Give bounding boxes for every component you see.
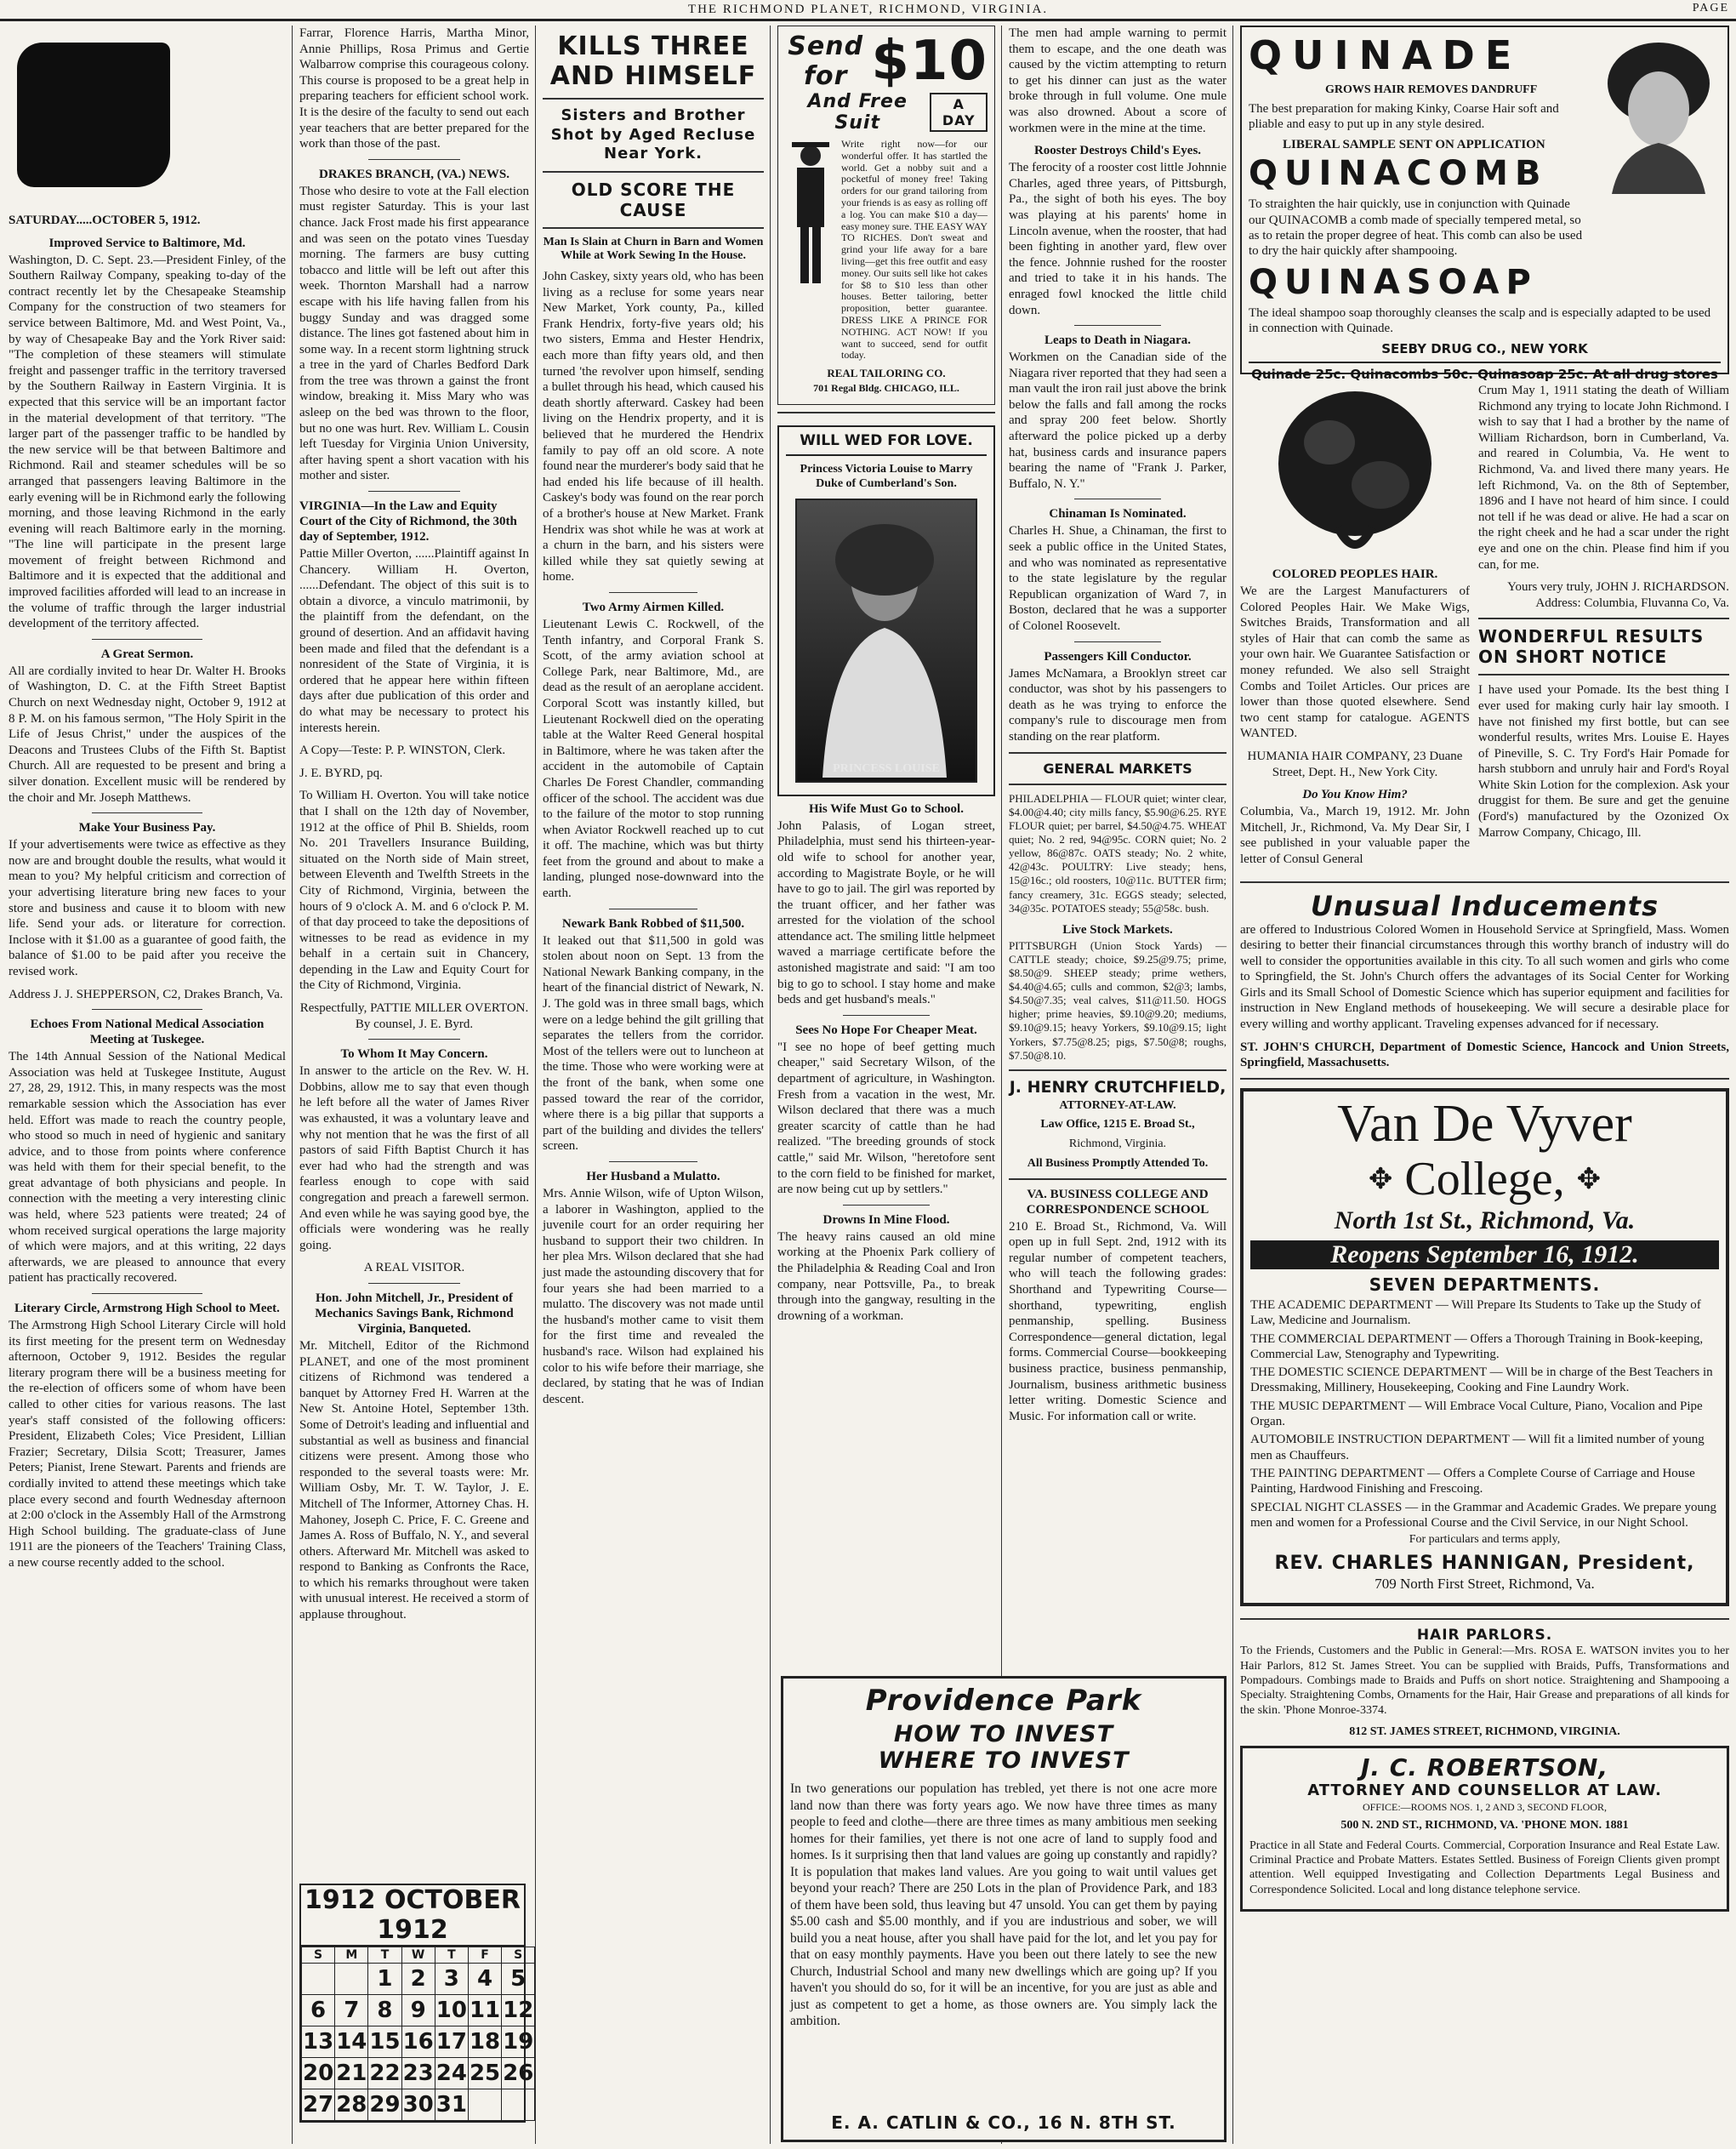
college-president-address: 709 North First Street, Richmond, Va. [1375,1575,1595,1592]
calendar-day [468,2089,501,2121]
article-body: Washington, D. C. Sept. 23.—President Finley, of the Southern Railway Company, speaking to-day of the contract recently let by the Chesapeake Steamship Company for the construction of two steamers for service between Baltimore, Md. and West Point, Va., by way of Chesapeake Bay and the York River said: "The completion of these steamers will stimulate freight and passenger traffic in the territory traversed by the Southern Railway in Eastern Virginia. It is expected that this service will be an important factor in the material development of that territory. "The larger part of the passenger traffic to be handled by the new service will be that between Baltimore and Richmond. Rail and steamer schedules will be so arranged that passengers leaving Baltimore in the early evening will be in Richmond early the following morning, and those leaving Richmond in the early evening will reach Baltimore early in the morning. "The line will participate in the present large movement of freight between Richmond and Baltimore and it is expected that the additional and improved facilities afforded will lead to an increase in the volume of traffic through the larger industrial development of the territory affected. [9,253,286,631]
ad-title: Providence Park [865,1684,1142,1718]
calendar-day: 31 [435,2089,468,2121]
ad-subtitle: WHERE TO INVEST [878,1747,1130,1774]
calendar-day: 26 [502,2058,535,2089]
calendar-day [502,2089,535,2121]
college-department: THE MUSIC DEPARTMENT — Will Embrace Vocal Culture, Piano, Vocalion and Pipe Organ. [1250,1399,1703,1429]
college-departments-title: SEVEN DEPARTMENTS. [1369,1274,1601,1295]
calendar-day [335,1964,368,1995]
masthead [0,0,1736,21]
article-title: Hon. John Mitchell, Jr., President of Mechanics Savings Bank, Richmond Virginia, Banqueted. [315,1291,514,1336]
divider [1240,1078,1729,1080]
lawyer-name: J. HENRY CRUTCHFIELD, [1009,1077,1227,1097]
masthead-title: THE RICHMOND PLANET, RICHMOND, VIRGINIA. [687,2,1049,16]
box-title: WILL WED FOR LOVE. [786,432,987,456]
article-body: John Caskey, sixty years old, who has been living as a recluse for some years near New Market, York county, Pa., killed Frank Hendrix, forty-five years old; his two sisters, Emma and Hester Hendrix, each more than fifty years old, and then turned 'the revolver upon himself, sending a bullet through his head, which caused his death shortly afterward. Caskey had been living on the Hendrix property, and it is believed that he murdered the Hendrix family to pay off an old score. A note found near the murderer's body said that he had ended his life because of ill health. Caskey's body was found on the rear porch of a brother's house at New Market. Frank Hendrix was shot while he was at work at a churn in the barn, and his sisters were killed while they sat quietly sewing at home. [543,270,764,584]
column-4 [777,26,995,1727]
quinasoap-body: The ideal shampoo soap thoroughly cleanses the scalp and is especially adapted to be used in connection with Quinade. [1249,305,1711,335]
quinacomb-title: QUINACOMB [1249,154,1548,194]
quinade-subtitle: GROWS HAIR REMOVES DANDRUFF [1325,83,1538,96]
calendar-weekday: T [435,1947,468,1964]
letter-body: Crum May 1, 1911 stating the death of William Richmond any trying to locate John Richmond. I wish to say that I had a brother by the name of William Richardson, born in Cumberland, Va. and reared in Columbia, Va. He went to Richmond, Va. and lived there many years. He left Richmond, Va. on the 8th of September, 1896 and I have not heard of him since. I could not tell if he was dead or alive. He had a scar on the right cheek and he had a scar under the right eye and one on the chin. Please find him if you can, for me. [1478,384,1729,572]
column-2 [299,26,534,2144]
column-6 [1240,26,1729,2144]
ad-amount: $10 [871,30,988,93]
divider [609,1161,697,1162]
article-title: Sees No Hope For Cheaper Meat. [795,1023,977,1037]
article-body: The 14th Annual Session of the National Medical Association was held at Tuskegee Institute, August 27, 28, 29, 1912. This, in many respects was the most remarkable session which the Association has ever held. Effort was made to reach the country people, who stood so much in need of hygienic and sanitary advice, and to those from points where conference was held with them for their special benefit, to the great advantage of both physicians and people. In connection with the meeting a very interesting clinic was held, where 523 patients were treated; 24 of whom received surgical operations the large majority of which were majors, and at this writing, 22 days afterwards, we are pleased to announce that every patient has practically recovered. [9,1050,286,1285]
portrait-silhouette [797,500,972,778]
college-terms: For particulars and terms apply, [1409,1533,1561,1547]
divider [543,227,764,229]
calendar-weekday: M [335,1947,368,1964]
woman-portrait-icon [1595,32,1722,194]
college-title: VA. BUSINESS COLLEGE AND CORRESPONDENCE SCHOOL [1026,1187,1210,1217]
article-title: Newark Bank Robbed of $11,500. [561,916,745,931]
divider [1009,1069,1227,1071]
legal-notice-title: VIRGINIA—In the Law and Equity Court of the City of Richmond, the 30th day of September, 1912. [299,499,517,544]
college-body: 210 E. Broad St., Richmond, Va. Will open up in full Sept. 2nd, 1912 with its regular number of competent teachers, who will teach the following grades: Shorthand and Typewriting Course—shorthand, typewriting, english penmanship, spelling. Business Correspondence—general dictation, legal forms. Commercial Course—bookkeeping business practice, business penmanship, Journalism, business arithmetic business letter writing. Domestic Science and Music. For information call or write. [1009,1219,1227,1423]
divider [368,159,460,160]
article-title: Her Husband a Mulatto. [586,1169,720,1183]
pomade-body: I have used your Pomade. Its the best thing I ever used for making curly hair lay smooth. I have not finished my first bottle, but can see wonderful results, writes Mrs. Louise E. Hayes of Pineville, S. C. Try Ford's Hair Pomade for harsh stubborn and unruly hair and Ford's Royal White Skin Lotion for the complexion. Ask your druggist for them. Be sure and get the genuine (Ford's) manufactured by the Ozonized Ox Marrow Company, Chicago, Ill. [1478,683,1729,840]
divider [543,98,764,100]
article-body: Those who desire to vote at the Fall election must register Saturday. This is your last chance. Jack Frost made his first appearance and was seen on the potato vines Tuesday morning. The farmers are busy cutting tobacco and little will be left out after this week. Thornton Marshall had a narrow escape with his life having fallen from his buggy Sunday and was dragged some distance. The lines got fastened about him in some way. In a recent storm lightning struck a tree in the yard of Charles Bedford Dark from the tree was thrown a gainst the front window, breaking it. Miss Mary who was asleep on the bed was thrown to the floor, but no one was hurt. Rev. William L. Cousin left Tuesday for Virginia Union University, after having spent a short vacation with his mother and sister. [299,184,529,483]
divider [1074,325,1161,326]
ad-address: 701 Regal Bldg. CHICAGO, ILL. [813,381,959,394]
ad-footer: E. A. CATLIN & CO., 16 N. 8TH ST. [831,2112,1176,2133]
princess-photo [795,499,977,783]
providence-park-ad [781,1676,1227,2142]
calendar-day: 2 [401,1964,435,1995]
calendar-day: 6 [302,1995,335,2026]
robertson-name: J. C. ROBERTSON, [1360,1753,1608,1782]
divider [92,639,202,640]
article-title: A Great Sermon. [100,647,194,661]
quinacomb-body: To straighten the hair quickly, use in conjunction with Quinade our QUINACOMB a comb made of specially tempered metal, so as to retain the proper degree of heat. This comb can also be used to dry the hair quickly after shampooing. [1249,197,1583,259]
van-de-vyver-ad [1240,1088,1729,1606]
lawyer-note: All Business Promptly Attended To. [1027,1156,1209,1170]
calendar-weekday: F [468,1947,501,1964]
divider [368,1039,460,1040]
sub-headline: OLD SCORE THE CAUSE [571,179,736,220]
article-body: John Palasis, of Logan street, Philadelphia, must send his thirteen-year-old wife to school for another year, according to Magistrate Boyle, or he will have to go to jail. The girl was reported by the truant officer, and her father was arrested for the violation of the school attendance act. The smiling little helpmeet waved a marriage certificate before the astonished magistrate and said: "I am too big to go to school. I stay home and make beds and get husband's meals." [777,818,995,1007]
letter-signature: Yours very truly, JOHN J. RICHARDSON. Address: Columbia, Fluvanna Co, Va. [1507,580,1729,610]
quinade-prices: Quinade 25c. Quinacombs 50c. Quinasoap 25c. At all drug stores [1249,362,1721,382]
robertson-address: 500 N. 2ND ST., RICHMOND, VA. 'PHONE MON. 1881 [1340,1818,1629,1832]
article-body: Charles H. Shue, a Chinaman, the first to seek a public office in the United States, and who was nominated as representative to the state legislature by the regular Republican organization of Ward 7, in Boston, declared that he was a supporter of Colonel Roosevelt. [1009,524,1227,633]
ad-headline [785,31,988,91]
divider [1478,618,1729,619]
college-department: THE ACADEMIC DEPARTMENT — Will Prepare Its Students to Take up the Study of Law, Medicine and Journalism. [1250,1297,1701,1328]
princess-box [777,425,995,796]
calendar-day: 23 [401,2058,435,2089]
article-body: The men had ample warning to permit them to escape, and the one death was caused by the victim attempting to return to get his dinner can just as the water broke through in full volume. One mule was also drowned. About a score of workmen were in the mine at the time. [1009,26,1227,135]
article-body: Workmen on the Canadian side of the Niagara river reported that they had seen a man vault the iron rail just above the brink below the falls and fall among the rocks and spray 200 feet below. Shortly afterward the police picked up a derby hat, business cards and insurance papers bearing the name of "Frank J. Parker, Buffalo, N. Y." [1009,351,1227,491]
calendar-day: 27 [302,2089,335,2121]
quinade-ad [1240,26,1729,383]
article-body: Mr. Mitchell, Editor of the Richmond PLANET, and one of the most prominent citizens of Richmond was tendered a banquet by Attorney Fred H. Warren at the New St. Antoine Hotel, September 13th. Some of Detroit's leading and influential and substantial as well as business and financial citizens were present. Among those who responded to the several toasts were: Mr. William Osby, Mr. T. W. Taylor, J. E. Mitchell of The Informer, Attorney Chas. H. Mahoney, Joseph C. Price, F. C. Greene and James A. Ross of Buffalo, N. Y., and several others. Afterward Mr. Mitchell was asked to respond to Banking as Confronts the Race, to which his remarks throughout were taken with unusual interest. He received a storm of applause throughout. [299,1338,529,1622]
livestock-body: PITTSBURGH (Union Stock Yards) — CATTLE steady; choice, $9.25@9.75; prime, $8.50@9. SHEEP steady; prime wethers, $4.40@4.65; culls and common, $2@3; lambs, $4.50@7.35; veal calves, $11@11.50. HOGS higher; prime heavies, $9.10@9.20; mediums, $9.10@9.15; heavy Yorkers, $9.10@9.15; light Yorkers, $7.75@8.25; pigs, $7.50@8; roughs, $7.50@8.10. [1009,938,1227,1062]
quinade-offer: LIBERAL SAMPLE SENT ON APPLICATION [1283,138,1545,152]
calendar-day: 17 [435,2026,468,2058]
article-title: Two Army Airmen Killed. [582,600,725,614]
letter-body: Columbia, Va., March 19, 1912. Mr. John Mitchell, Jr., Richmond, Va. My Dear Sir, I see published in your valuable paper the letter of Consul General [1240,805,1470,866]
hair-caption: COLORED PEOPLES HAIR. [1272,567,1438,581]
article-title: Live Stock Markets. [1062,922,1173,937]
divider [368,1283,460,1284]
man-in-suit-icon [785,139,836,292]
article-title: His Wife Must Go to School. [809,801,964,816]
deck: Man Is Slain at Churn in Barn and Women While at Work Sewing In the House. [543,235,764,263]
article-title: Drowns In Mine Flood. [822,1212,950,1227]
calendar-day: 22 [368,2058,401,2089]
divider [92,1293,202,1294]
college-word: College, [1404,1152,1565,1206]
calendar-day [302,1964,335,1995]
college-department: THE DOMESTIC SCIENCE DEPARTMENT — Will be in charge of the Best Teachers in Dressmaking, Millinery, Housekeeping, Cooking and Fine Laundry Work. [1250,1365,1713,1395]
calendar-day: 29 [368,2089,401,2121]
article-body: The ferocity of a rooster cost little Johnnie Charles, aged three years, of Pittsburgh, Pa., the sight of both his eyes. The boy was playing at his parents' home in Lincoln avenue, when the rooster, that had been fighting in another yard, flew over the fence. Johnnie rushed for the rooster and tried to take it in his hands. The enraged fowl knocked the little child down. [1009,161,1227,317]
divider [1009,752,1227,754]
robertson-title: ATTORNEY AND COUNSELLOR AT LAW. [1307,1781,1662,1800]
calendar-day: 9 [401,1995,435,2026]
article-body: Lieutenant Lewis C. Rockwell, of the Tenth infantry, and Corporal Frank S. Scott, of the army aviation school at College Park, near Baltimore, Md., are dead as the result of an aeroplane accident. Corporal Scott was instantly killed, but Lieutenant Rockwell died on the operating table at the Walter Reed General hospital in Baltimore, where he was taken after the accident in the automobile of Captain Charles De Forest Chandler, commanding officer of the school. The accident was due to the failure of the motor to stop running when Aviator Rockwell reached up to cut it off. The machine, which was but thirty feet from the ground and about to make a landing, plunged nose-downward into the earth. [543,617,764,901]
calendar-week [302,2089,535,2121]
markets-body: PHILADELPHIA — FLOUR quiet; winter clear, $4.00@4.40; city mills fancy, $5.90@6.25. RYE FLOUR quiet; per barrel, $4.50@4.75. WHEAT quiet; No. 2 red, 94@95c. CORN quiet; No. 2 yellow, 86@87c. OATS steady; No. 2 white, 42@43c. POULTRY: Live steady; hens, 15@16c.; old roosters, 10@11c. BUTTER firm; fancy creamery, 31c. EGGS steady; selected, 34@35c. POTATOES steady; 55@58c. bush. [1009,791,1227,915]
calendar-weekday: S [302,1947,335,1964]
calendar-weekday: W [401,1947,435,1964]
calendar-day: 28 [335,2089,368,2121]
calendar-day: 3 [435,1964,468,1995]
divider [543,171,764,173]
column-rule [535,26,536,2144]
ad-suit: And Free Suit [807,91,908,134]
quinade-body: The best preparation for making Kinky, Coarse Hair soft and pliable and easy to put up in any style desired. [1249,101,1559,132]
article-body: Farrar, Florence Harris, Martha Minor, Annie Phillips, Rosa Primus and Gertie Walbarrow comprise this courageous colony. This course is proposed to be a great help in preparing teachers for efficient school work. It is the desire of the faculty to send out each year teachers that are better prepared for the work than those of the past. [299,26,529,151]
hair-and-letter-row [1240,383,1729,875]
divider [368,491,460,492]
calendar-day: 11 [468,1995,501,2026]
article-title: Echoes From National Medical Association Meeting at Tuskegee. [30,1017,265,1047]
column-3 [543,26,764,2144]
calendar-weekday: T [368,1947,401,1964]
article-signature: Respectfully, PATTIE MILLER OVERTON. By counsel, J. E. Byrd. [299,1001,529,1031]
college-department: AUTOMOBILE INSTRUCTION DEPARTMENT — Will fit a limited number of young men as Chauffeurs. [1250,1433,1705,1462]
calendar-title: 1912 OCTOBER 1912 [301,1885,524,1947]
inducements-title: Unusual Inducements [1310,889,1659,922]
sub-headline: Sisters and Brother Shot by Aged Recluse Near York. [550,106,756,162]
dateline: SATURDAY.....OCTOBER 5, 1912. [9,214,201,227]
markets-title: GENERAL MARKETS [1043,760,1192,777]
calendar-day: 25 [468,2058,501,2089]
calendar-day: 12 [502,1995,535,2026]
column-5 [1009,26,1227,1684]
article-body: To William H. Overton. You will take notice that I shall on the 12th day of November, 1912 at the office of Phil B. Shields, room No. 201 Travellers Insurance Building, situated on the North side of Main street, between Eleventh and Twelfth Streets in the City of Richmond, Virginia, between the hours of 9 o'clock A. M. and 6 o'clock P. M. of that day proceed to take the depositions of witnesses to be read as evidence in my behalf in a certain suit in Chancery, depending in the Law and Equity Court for the City of Richmond, Virginia. [299,789,529,993]
letter-title: Do You Know Him? [1302,788,1408,802]
hair-parlors-body: To the Friends, Customers and the Public in General:—Mrs. ROSA E. WATSON invites you to her Hair Parlors, 812 St. James Street. You can be supplied with Braids, Puffs, Transformations and Pompadours. Combings made to Braids and Puffs on short notice. Straightening and Shampooing a Specialty. Straightening Combs, Ornaments for the Hair, Hair Grease and preparations of all kinds for the skin. 'Phone Monroe-3374. [1240,1645,1729,1717]
college-department: SPECIAL NIGHT CLASSES — in the Grammar and Academic Grades. We prepare young men and women for a Professional Course and the Civil Service, in our Night School. [1250,1500,1716,1530]
calendar-day: 13 [302,2026,335,2058]
ad-subhead [785,91,988,134]
college-president: REV. CHARLES HANNIGAN, President, [1274,1552,1695,1574]
column-1 [9,26,286,2144]
calendar-day: 24 [435,2058,468,2089]
divider [1240,881,1729,883]
article-title: Make Your Business Pay. [78,821,216,835]
calendar-day: 14 [335,2026,368,2058]
ink-blot [17,43,170,187]
calendar-day: 20 [302,2058,335,2089]
divider [609,592,697,593]
calendar-grid [301,1947,535,2121]
article-title: Chinaman Is Nominated. [1049,507,1187,522]
calendar-day: 15 [368,2026,401,2058]
article-body: Mrs. Annie Wilson, wife of Upton Wilson, a laborer in Washington, applied to the juvenile court for an order requiring her husband to support their two children. In her plea Mrs. Wilson declared that she had just made the astounding discovery that for four years she had been married to a mulatto. The discovery was not made until the husband's mother came to visit them for the first time and revealed the husband's race. Wilson had explained his color to his wife before their marriage, she declared, by stating that he was of Indian descent. [543,1186,764,1406]
divider [92,812,202,813]
article-signature: Address J. J. SHEPPERSON, C2, Drakes Branch, Va. [9,987,283,1001]
box-subtitle: Princess Victoria Louise to Marry Duke of Cumberland's Son. [800,463,973,490]
ad-body: Write right now—for our wonderful offer. It has startled the world. Get a nobby suit and a pocketful of money free! Taking orders for our grand tailoring from your friends is as easy as rolling off a log. You can make $10 a day—easy money sure. THE EASY WAY TO RICHES. Don't sweat and grind your life away for a bare living—get this free outfit and easy money. Our suits sell like hot cakes for $8 to $10 less than other houses. Better tailoring, better proposition, better guarantee. DRESS LIKE A PRINCE FOR NOTHING. ACT NOW! If you want to succeed, send for outfit today. [841,138,988,362]
calendar-days [302,1964,535,2121]
college-departments-list [1250,1297,1719,1531]
college-address: North 1st St., Richmond, Va. [1334,1206,1636,1234]
article-title: Literary Circle, Armstrong High School to Meet. [14,1302,280,1316]
tailoring-ad [777,26,995,405]
quinade-title: QUINADE [1249,32,1523,78]
ad-aday: A DAY [930,93,988,132]
hair-switch-icon [1261,383,1449,561]
calendar-week [302,2026,535,2058]
calendar-day: 30 [401,2089,435,2121]
ad-subtitle: HOW TO INVEST [893,1721,1114,1747]
column-2-text [299,26,529,1863]
article-body: "I see no hope of beef getting much cheaper," said Secretary Wilson, of the department of agriculture, in Washington. Fresh from a vacation in the west, Mr. Wilson declared that there was a much greater scarcity of cattle than he had realized. "The breeding grounds of stock cattle," said Mr. Wilson, "heretofore sent to the corn field to be finished for market, are now being cut up by settlers." [777,1040,995,1197]
ad-send: Send for [788,31,864,91]
october-calendar [299,1884,534,2123]
divider [843,1205,930,1206]
article-body: In answer to the article on the Rev. W. H. Dobbins, allow me to say that even though he left before all the water of James River was exhausted, it was a voluntary leave and why not mention that he was the first of all pastors of said Fifth Baptist Church it has ever had who had the strength and was fearless enough to cope with said congregation and preach a farewell sermon. And even while he was saying good bye, the officials were wondering was he really going. [299,1064,529,1252]
article-title: To Whom It May Concern. [340,1047,488,1062]
article-title: Leaps to Death in Niagara. [1044,333,1192,348]
divider [1009,784,1227,785]
divider [777,412,995,413]
inducements-address: ST. JOHN'S CHURCH, Department of Domestic Science, Hancock and Union Streets, Springfield, Massachusetts. [1240,1040,1729,1070]
hair-company: HUMANIA HAIR COMPANY, 23 Duane Street, Dept. H., New York City. [1247,749,1463,779]
main-headline: KILLS THREE AND HIMSELF [549,31,757,91]
divider [92,1009,202,1010]
article-title: Improved Service to Baltimore, Md. [48,236,246,250]
calendar-weekday-row [302,1947,535,1964]
calendar-day: 1 [368,1964,401,1995]
article-body: It leaked out that $11,500 in gold was stolen about noon on Sept. 13 from the National Newark Banking company, in the heart of the financial district of Newark, N. J. The gold was in three small bags, which were on a ledge behind the gilt grilling that separates the tellers from the corridor. Most of the tellers were out to luncheon at the time. Those who were working were at the front of the bank, when some one passed toward the rear of the corridor, where there is a big pillar that supports a part of the building and divides the tellers' screen. [543,933,764,1154]
calendar-day: 10 [435,1995,468,2026]
calendar-week [302,1995,535,2026]
pomade-title: WONDERFUL RESULTS ON SHORT NOTICE [1478,626,1705,668]
legal-notice-signature: A Copy—Teste: P. P. WINSTON, Clerk. [299,744,506,758]
college-department: THE COMMERCIAL DEPARTMENT — Offers a Thorough Training in Book-keeping, Commercial Law, Stenography and Typewriting. [1250,1331,1704,1361]
article-title: DRAKES BRANCH, (VA.) NEWS. [319,167,509,181]
calendar-day: 4 [468,1964,501,1995]
hair-parlors-address: 812 ST. JAMES STREET, RICHMOND, VIRGINIA. [1349,1725,1620,1739]
lawyer-address: Law Office, 1215 E. Broad St., [1040,1118,1195,1132]
college-reopens: Reopens September 16, 1912. [1250,1240,1719,1269]
legal-notice-signature: J. E. BYRD, pq. [299,766,383,780]
robertson-ad [1240,1746,1729,1912]
quinade-company: SEEBY DRUG CO., NEW YORK [1381,341,1588,357]
article-body: All are cordially invited to hear Dr. Walter H. Brooks of Washington, D. C. at the Fifth Street Baptist Church on next Wednesday night, October 9, 1912 at 8 P. M. on his famous sermon, "The Holy Spirit in the Life of Jesus Christ," under the auspices of the Deacons and Trustees Clubs of the Fifth St. Baptist Church. All are requested to be present and bring a silver donation. Excellent music will be rendered by the choir and Mr. Joseph Matthews. [9,664,286,805]
article-body: The heavy rains caused an old mine working at the Phoenix Park colliery of the Philadelphia & Reading Coal and Iron company, near Pottsville, Pa., to break through into the gangway, resulting in the drowning of a workman. [777,1229,995,1323]
column-rule [1232,26,1233,2144]
article-body: James McNamara, a Brooklyn street car conductor, was shot by his passengers to death as he was trying to enforce the company's rule to discourage men from standing on the rear platform. [1009,666,1227,744]
column-rule [292,26,293,2144]
ad-content [785,139,988,362]
column-rule [770,26,771,2144]
ornament-icon: ✥ [1576,1163,1602,1195]
calendar-week [302,2058,535,2089]
college-department: THE PAINTING DEPARTMENT — Offers a Complete Course of Carriage and House Painting, Hardwood Finishing and Frescoing. [1250,1466,1695,1496]
calendar-day: 7 [335,1995,368,2026]
calendar-day: 19 [502,2026,535,2058]
calendar-day: 5 [502,1964,535,1995]
lawyer-title: ATTORNEY-AT-LAW. [1059,1098,1176,1112]
divider [1074,641,1161,642]
hair-body: We are the Largest Manufacturers of Colored Peoples Hair. We Make Wigs, Switches Braids, Transformation and all styles of Hair that can comb the same as your own hair. We Guarantee Satisfaction or money refunded. We also sell Straight Combs and Toilet Articles. Our prices are lower than those quoted elsewhere. Send two cent stamp for catalogue. AGENTS WANTED. [1240,584,1470,741]
redacted-area [9,26,286,213]
divider [843,1015,930,1016]
robertson-office: OFFICE:—ROOMS NOS. 1, 2 AND 3, SECOND FLOOR, [1362,1801,1608,1814]
divider [1240,1618,1729,1620]
hair-parlors-title: HAIR PARLORS. [1416,1627,1553,1645]
page-number: PAGE [1692,2,1729,14]
article-body: The Armstrong High School Literary Circle will hold its first meeting for the present term on Wednesday afternoon, October 9, 1912. Besides the regular literary program there will be a business meeting for the re-election of officers some of whom have been called to other cities for various reasons. The last year's staff consisted of the following officers: President, Elizabeth Coles; Vice President, Lillian Frazier; Secretary, Dilsia Scott; Treasurer, James Peters; Pianist, Irene Stewart. Parents and friends are cordially invited to attend these meetings which take place every second and fourth Wednesday afternoon at 2:00 o'clock in the Assembly Hall of the Armstrong High School building. The graduate-class of June 1911 are the pioneers of the Teachers' Training Class, a new course recently added to the school. [9,1319,286,1570]
article-title: Passengers Kill Conductor. [1044,649,1192,664]
calendar-week [302,1964,535,1995]
inducements-body: are offered to Industrious Colored Women in Household Service at Springfield, Mass. Women desiring to better their financial circumstances through this worthy branch of industry will do well to consider the opportunities available in this city. To all such women and girls who come to Springfield, the St. John's Church offers the advantages of its Social Center for Working Girls and its Small School of Domestic Science which has superior equipment and facilities for instruction in New England methods of housekeeping. We will secure a desirable place for every willing and worthy applicant. Traveling expenses advanced for if necessary. [1240,922,1729,1032]
calendar-day: 8 [368,1995,401,2026]
photo-caption: PRINCESS LOUISE [833,761,940,775]
divider [1478,674,1729,675]
calendar-day: 18 [468,2026,501,2058]
legal-notice-body: Pattie Miller Overton, ......Plaintiff against In Chancery. William H. Overton, ......Defendant. The object of this suit is to obtain a divorce, a vinculo matrimonii, by the plaintiff from the defendant, on the ground of desertion. And an affidavit having been made and filed that the defendant is a nonresident of the State of Virginia, it is ordered that he appear here within fifteen days after due publication of this order and do what may be necessary to protect his interests herein. [299,547,529,735]
article-title: Rooster Destroys Child's Eyes. [1033,144,1202,158]
ad-company: REAL TAILORING CO. [827,367,946,380]
lawyer-city: Richmond, Virginia. [1068,1137,1167,1151]
quinasoap-title: QUINASOAP [1249,262,1538,302]
calendar-day: 16 [401,2026,435,2058]
college-name: Van De Vyver [1337,1094,1632,1153]
article-body: If your advertisements were twice as effective as they now are and brought double the results, what would it mean to you? My helpful criticism and correction of your advertising literature bring new faces to your store and business and cause it to bloom with new life. Send your ads. or literature for correction. Inclose with it $1.00 as a guarantee of good faith, the balance of $1.00 to be paid after you receive the revised work. [9,838,286,978]
robertson-body: Practice in all State and Federal Courts. Commercial, Corporation Insurance and Real Estate Law. Criminal Practice and Probate Matters. Estates Settled. Business of Foreign Clients given prompt attention. Well equipped Investigating and Collection Departments Legal Business and Correspondence Solicited. Local and long distance telephone service. [1249,1838,1720,1896]
calendar-weekday: S [502,1947,535,1964]
divider [1009,1178,1227,1180]
article-signature: A REAL VISITOR. [363,1261,465,1275]
college-name-row [1250,1152,1719,1206]
richardson-letter [1478,383,1729,875]
humania-hair-ad [1240,383,1470,875]
ornament-icon: ✥ [1368,1163,1393,1195]
ad-body: In two generations our population has trebled, yet there is not one acre more land now than there was forty years ago. We now have three times as many people to feed and clothe—there are three times as many ambitious men seeking homes for their families, yet there is not one acre of land to supply food and homes. Is it surprising then that land values are going up constantly and rapidly? It is population that makes land values. Are you going to wait until values get beyond your reach? There are 250 Lots in the plan of Providence Park, and 183 of them have been sold, thus leaving but 47 unsold. You can get them by paying $5.00 cash and $5.00 monthly, and if you are industrious and sober, we will build you a neat house, after you shall have paid for the lot, and let you pay for that on easy monthly payments. Have you been out there lately to see the new Church, Industrial School and many new dwellings which are going up? If you haven't you should do so, for it will be an incentive, for you are just as able and just as competent to get a home, as those owners are. You simply lack the ambition. [790,1781,1217,2029]
calendar-day: 21 [335,2058,368,2089]
